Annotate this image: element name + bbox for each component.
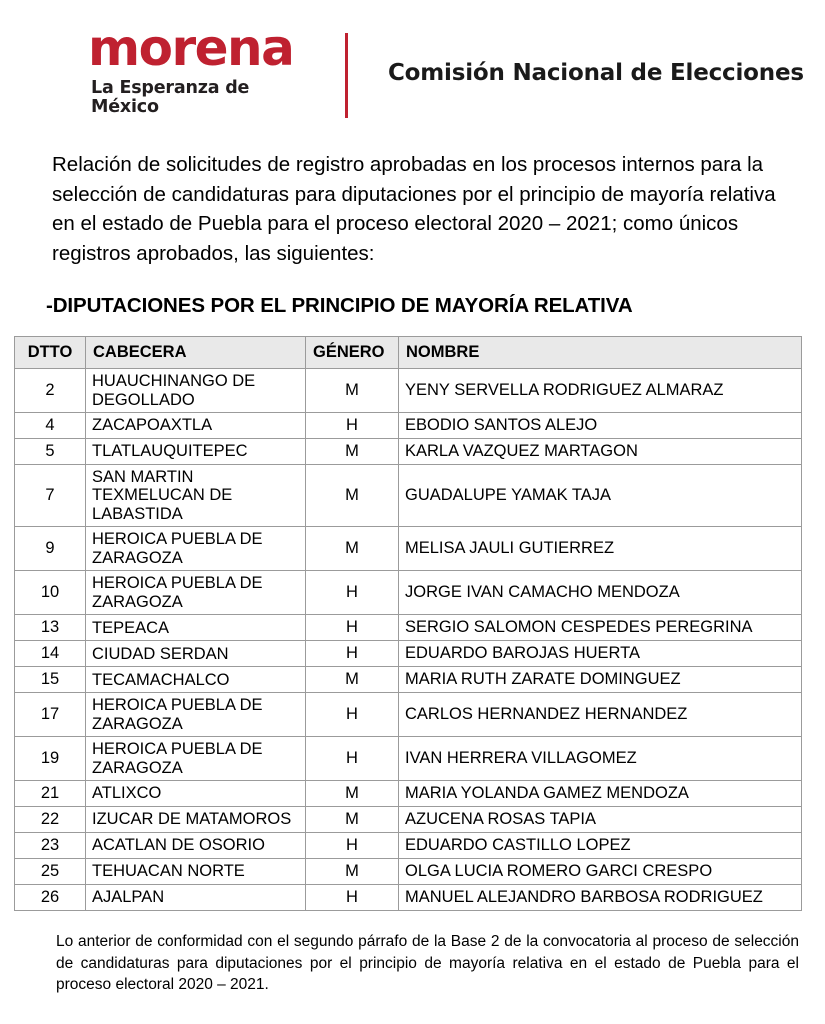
footer-note: Lo anterior de conformidad con el segundo párrafo de la Base 2 de la convocatoria al proceso de selección de candidaturas para diputaciones por el principio de mayoría relativa en el estado de Puebla para el proceso electoral 2020 – 2021. [56, 933, 799, 993]
table-cell-genero: M [306, 527, 399, 571]
table-row [15, 807, 802, 833]
table-cell-cabecera: IZUCAR DE MATAMOROS [86, 807, 306, 833]
table-cell-nombre: KARLA VAZQUEZ MARTAGON [399, 439, 802, 465]
table-cell-nombre: IVAN HERRERA VILLAGOMEZ [399, 737, 802, 781]
table-cell-dtto: 14 [15, 641, 86, 667]
table-cell-genero: M [306, 369, 399, 413]
table-cell-cabecera: ZACAPOAXTLA [86, 413, 306, 439]
table-cell-dtto: 17 [15, 693, 86, 737]
table-cell-cabecera: HEROICA PUEBLA DE ZARAGOZA [86, 737, 306, 781]
section-heading: -DIPUTACIONES POR EL PRINCIPIO DE MAYORÍA RELATIVA [46, 294, 633, 318]
table-cell-nombre: EBODIO SANTOS ALEJO [399, 413, 802, 439]
table-cell-dtto: 26 [15, 885, 86, 911]
table-cell-nombre: MANUEL ALEJANDRO BARBOSA RODRIGUEZ [399, 885, 802, 911]
table-cell-dtto: 7 [15, 465, 86, 527]
column-header-dtto: DTTO [15, 337, 86, 369]
table-cell-genero: H [306, 885, 399, 911]
table-cell-dtto: 19 [15, 737, 86, 781]
table-cell-genero: M [306, 807, 399, 833]
table-row [15, 615, 802, 641]
morena-wordmark: morena [88, 18, 294, 77]
table-row [15, 527, 802, 571]
table-row [15, 369, 802, 413]
table-row [15, 641, 802, 667]
table-cell-cabecera: TECAMACHALCO [86, 667, 306, 693]
table-cell-dtto: 9 [15, 527, 86, 571]
table-row [15, 465, 802, 527]
table-cell-cabecera: SAN MARTIN TEXMELUCAN DE LABASTIDA [86, 465, 306, 527]
table-cell-genero: H [306, 833, 399, 859]
table-cell-genero: H [306, 641, 399, 667]
table-row [15, 667, 802, 693]
table-cell-nombre: MARIA RUTH ZARATE DOMINGUEZ [399, 667, 802, 693]
registrations-table-wrapper [14, 336, 801, 911]
table-cell-nombre: MARIA YOLANDA GAMEZ MENDOZA [399, 781, 802, 807]
table-row [15, 571, 802, 615]
table-cell-genero: H [306, 737, 399, 781]
table-row [15, 439, 802, 465]
table-row [15, 859, 802, 885]
table-head [15, 337, 802, 369]
table-row [15, 737, 802, 781]
table-cell-cabecera: TEPEACA [86, 615, 306, 641]
table-body [15, 369, 802, 911]
table-cell-dtto: 22 [15, 807, 86, 833]
table-cell-cabecera: TLATLAUQUITEPEC [86, 439, 306, 465]
column-header-genero: GÉNERO [306, 337, 399, 369]
table-cell-genero: M [306, 439, 399, 465]
table-cell-genero: M [306, 667, 399, 693]
table-cell-nombre: MELISA JAULI GUTIERREZ [399, 527, 802, 571]
table-cell-dtto: 4 [15, 413, 86, 439]
table-cell-genero: H [306, 413, 399, 439]
morena-tagline: La Esperanza de México [91, 77, 250, 117]
intro-paragraph: Relación de solicitudes de registro aprobadas en los procesos internos para la selección de candidaturas para diputaciones por el principio de mayoría relativa en el estado de Puebla para el proceso electoral 2020 – 2021; como únicos registros aprobados, las siguientes: [52, 153, 776, 265]
document-header [0, 0, 825, 117]
table-cell-cabecera: HEROICA PUEBLA DE ZARAGOZA [86, 571, 306, 615]
table-header-row [15, 337, 802, 369]
table-cell-genero: M [306, 859, 399, 885]
table-cell-cabecera: HUAUCHINANGO DE DEGOLLADO [86, 369, 306, 413]
table-cell-nombre: CARLOS HERNANDEZ HERNANDEZ [399, 693, 802, 737]
table-cell-dtto: 13 [15, 615, 86, 641]
table-cell-nombre: EDUARDO BAROJAS HUERTA [399, 641, 802, 667]
page-title: Comisión Nacional de Elecciones [388, 60, 804, 86]
table-cell-genero: M [306, 781, 399, 807]
table-cell-cabecera: HEROICA PUEBLA DE ZARAGOZA [86, 527, 306, 571]
table-row [15, 781, 802, 807]
table-row [15, 413, 802, 439]
table-cell-cabecera: ATLIXCO [86, 781, 306, 807]
table-row [15, 833, 802, 859]
table-row [15, 885, 802, 911]
table-cell-nombre: AZUCENA ROSAS TAPIA [399, 807, 802, 833]
table-cell-nombre: EDUARDO CASTILLO LOPEZ [399, 833, 802, 859]
table-cell-nombre: YENY SERVELLA RODRIGUEZ ALMARAZ [399, 369, 802, 413]
table-row [15, 693, 802, 737]
table-cell-dtto: 2 [15, 369, 86, 413]
column-header-cabecera: CABECERA [86, 337, 306, 369]
table-cell-nombre: SERGIO SALOMON CESPEDES PEREGRINA [399, 615, 802, 641]
morena-logo [0, 18, 300, 118]
table-cell-genero: M [306, 465, 399, 527]
table-cell-genero: H [306, 615, 399, 641]
table-cell-cabecera: AJALPAN [86, 885, 306, 911]
column-header-nombre: NOMBRE [399, 337, 802, 369]
table-cell-dtto: 15 [15, 667, 86, 693]
table-cell-dtto: 23 [15, 833, 86, 859]
table-cell-cabecera: HEROICA PUEBLA DE ZARAGOZA [86, 693, 306, 737]
table-cell-cabecera: CIUDAD SERDAN [86, 641, 306, 667]
table-cell-dtto: 10 [15, 571, 86, 615]
table-cell-cabecera: TEHUACAN NORTE [86, 859, 306, 885]
table-cell-genero: H [306, 571, 399, 615]
registrations-table [14, 336, 802, 911]
header-divider-line [345, 33, 348, 118]
table-cell-dtto: 5 [15, 439, 86, 465]
table-cell-nombre: GUADALUPE YAMAK TAJA [399, 465, 802, 527]
table-cell-nombre: OLGA LUCIA ROMERO GARCI CRESPO [399, 859, 802, 885]
table-cell-dtto: 21 [15, 781, 86, 807]
table-cell-dtto: 25 [15, 859, 86, 885]
table-cell-genero: H [306, 693, 399, 737]
table-cell-nombre: JORGE IVAN CAMACHO MENDOZA [399, 571, 802, 615]
table-cell-cabecera: ACATLAN DE OSORIO [86, 833, 306, 859]
